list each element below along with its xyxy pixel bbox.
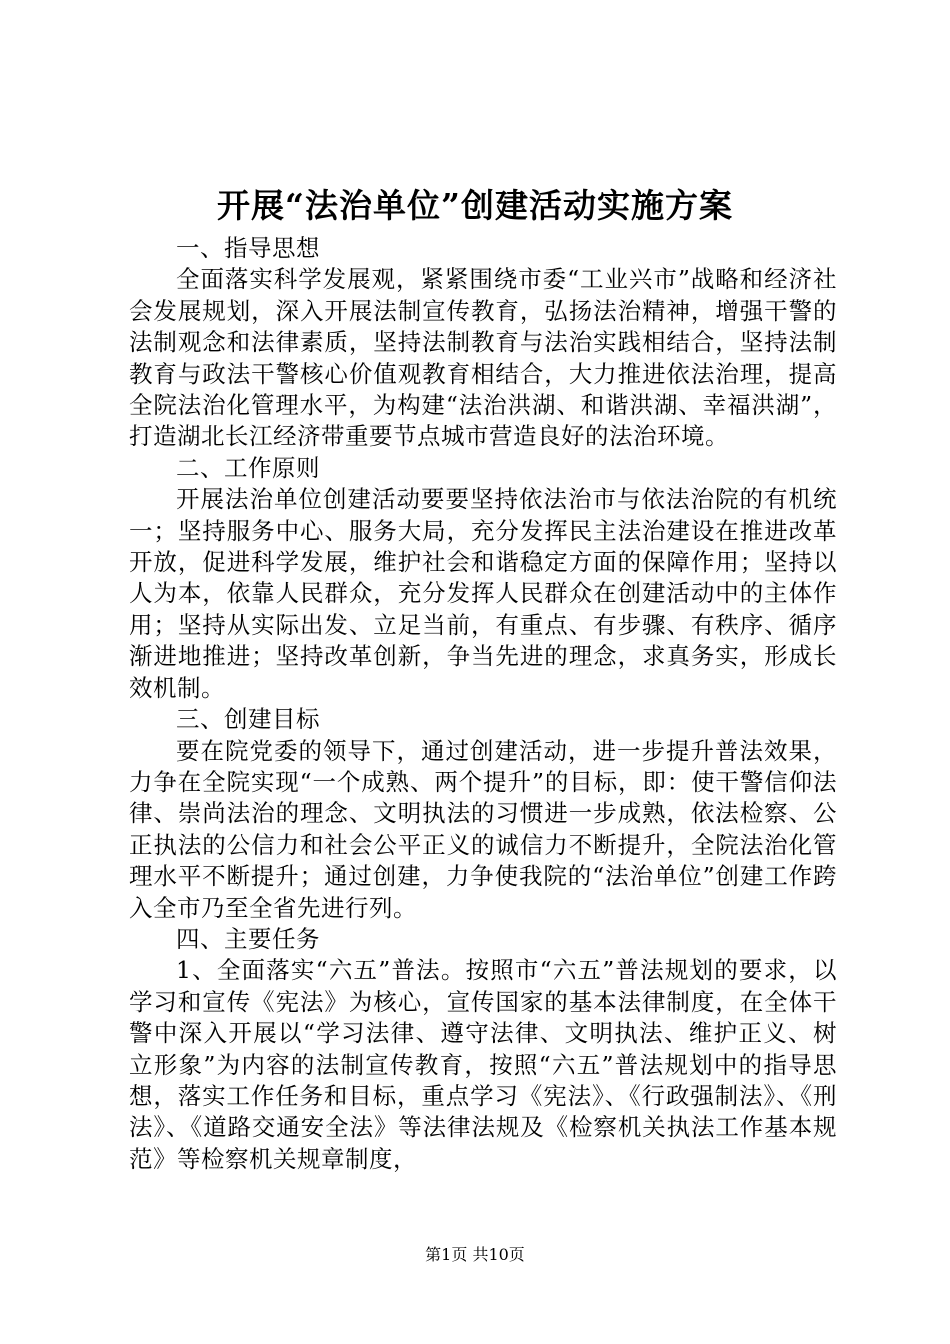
section-heading: 四、主要任务 — [176, 924, 320, 953]
section-heading: 二、工作原则 — [176, 453, 320, 482]
section-heading: 一、指导思想 — [176, 234, 320, 262]
body-paragraph: 1、全面落实“六五”普法。按照市“六五”普法规划的要求，以学习和宣传《宪法》为核心，宣传国家的基本法律制度，在全体干警中深入开展以“学习法律、遵守法律、文明执法、维护正义、树立形象”为内容的法制宣传教育，按照“六五”普法规划中的指导思想，落实工作任务和目标，重点学习《宪法》、《行政强制法》、《刑法》、《道路交通安全法》等法律法规及《检察机关执法工作基本规范》等检察机关规章制度， — [129, 956, 837, 1173]
body-paragraph: 开展法治单位创建活动要要坚持依法治市与依法治院的有机统一；坚持服务中心、服务大局，充分发挥民主法治建设在推进改革开放，促进科学发展，维护社会和谐稳定方面的保障作用；坚持以人为本，依靠人民群众，充分发挥人民群众在创建活动中的主体作用；坚持从实际出发、立足当前，有重点、有步骤、有秩序、循序渐进地推进；坚持改革创新，争当先进的理念，求真务实，形成长效机制。 — [129, 485, 837, 702]
page-footer: 第1页 共10页 — [425, 1245, 525, 1264]
document-body — [129, 233, 837, 1175]
document-title: 开展“法治单位”创建活动实施方案 — [217, 186, 733, 225]
body-paragraph: 全面落实科学发展观，紧紧围绕市委“工业兴市”战略和经济社会发展规划，深入开展法制宣传教育，弘扬法治精神，增强干警的法制观念和法律素质，坚持法制教育与法治实践相结合，坚持法制教育与政法干警核心价值观教育相结合，大力推进依法治理，提高全院法治化管理水平，为构建“法治洪湖、和谐洪湖、幸福洪湖”，打造湖北长江经济带重要节点城市营造良好的法治环境。 — [129, 265, 837, 451]
body-paragraph: 要在院党委的领导下，通过创建活动，进一步提升普法效果，力争在全院实现“一个成熟、两个提升”的目标，即：使干警信仰法律、崇尚法治的理念、文明执法的习惯进一步成熟，依法检察、公正执法的公信力和社会公平正义的诚信力不断提升，全院法治化管理水平不断提升；通过创建，力争使我院的“法治单位”创建工作跨入全市乃至全省先进行列。 — [129, 736, 837, 922]
section-heading: 三、创建目标 — [176, 705, 320, 734]
